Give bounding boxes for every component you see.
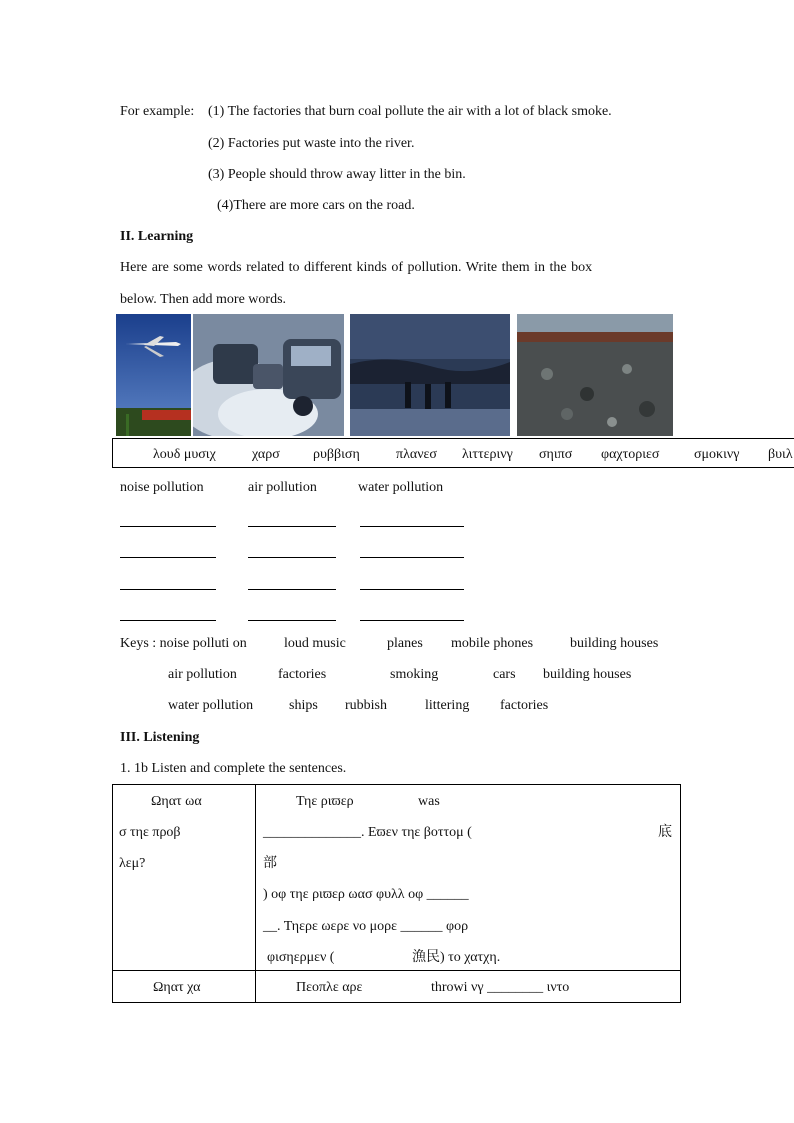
column-noise: noise pollution xyxy=(120,480,204,495)
word-item: σηιπσ xyxy=(539,447,573,462)
word-item: πλανεσ xyxy=(396,447,437,462)
blank-line[interactable] xyxy=(248,620,336,621)
key-word: factories xyxy=(278,667,327,682)
blank-line[interactable] xyxy=(248,557,336,558)
word-item: χαρσ xyxy=(252,447,280,462)
question-line: σ τηε προβ xyxy=(119,825,181,840)
blank-line[interactable] xyxy=(120,589,216,590)
answer-cell xyxy=(256,785,681,971)
oil-ship-water-photo xyxy=(350,314,510,436)
key-word: loud music xyxy=(284,636,346,651)
learning-instruction-2: below. Then add more words. xyxy=(120,292,287,307)
key-word: cars xyxy=(493,667,516,682)
keys-row2-label: air pollution xyxy=(168,667,237,682)
example-2: (2) Factories put waste into the river. xyxy=(208,136,415,151)
table-row xyxy=(113,785,681,971)
example-4: (4)There are more cars on the road. xyxy=(217,198,415,213)
question-cell xyxy=(113,785,256,971)
answer-blank-text[interactable]: __. Τηερε ωερε νο μορε ______ φορ xyxy=(263,919,469,934)
blank-line[interactable] xyxy=(360,589,464,590)
airplane-photo xyxy=(116,314,191,436)
keys-row1-label: Keys : noise polluti on xyxy=(120,636,247,651)
question-line: λεμ? xyxy=(119,856,146,871)
answer-text: 部 xyxy=(263,856,277,871)
key-word: littering xyxy=(425,698,470,713)
question-line: Ωηατ χα xyxy=(153,980,201,995)
blank-line[interactable] xyxy=(360,620,464,621)
key-word: building houses xyxy=(570,636,659,651)
blank-line[interactable] xyxy=(360,557,464,558)
answer-text: φισηερμεν ( xyxy=(267,950,335,965)
question-cell xyxy=(113,971,256,1003)
word-item: φαχτοριεσ xyxy=(601,447,660,462)
word-item: λουδ μυσιχ xyxy=(153,447,216,462)
word-item: βυιλ xyxy=(768,447,793,462)
blank-line[interactable] xyxy=(120,557,216,558)
answer-text: was xyxy=(418,794,440,809)
blank-line[interactable] xyxy=(248,589,336,590)
listening-instruction: 1. 1b Listen and complete the sentences. xyxy=(120,761,347,776)
column-water: water pollution xyxy=(358,480,444,495)
listening-heading: III. Listening xyxy=(120,730,200,745)
table-row xyxy=(113,971,681,1003)
key-word: mobile phones xyxy=(451,636,534,651)
blank-line[interactable] xyxy=(120,526,216,527)
example-3: (3) People should throw away litter in the bin. xyxy=(208,167,466,182)
traffic-smoke-photo xyxy=(193,314,344,436)
littered-land-photo xyxy=(517,314,673,436)
key-word: planes xyxy=(387,636,423,651)
answer-blank-text[interactable]: ______________. Εϖεν τηε βοττομ ( xyxy=(263,825,472,840)
blank-line[interactable] xyxy=(248,526,336,527)
word-item: λιττερινγ xyxy=(462,447,513,462)
word-box xyxy=(112,438,794,468)
blank-line[interactable] xyxy=(120,620,216,621)
blank-line[interactable] xyxy=(360,526,464,527)
answer-blank-text[interactable]: ) οφ τηε ριϖερ ωασ φυλλ οφ ______ xyxy=(263,887,469,902)
pollution-photos xyxy=(116,314,673,436)
key-word: smoking xyxy=(390,667,439,682)
answer-text: 底 xyxy=(658,825,672,840)
learning-instruction-1: Here are some words related to different kinds of pollution. Write them in the box xyxy=(120,260,593,275)
listening-table xyxy=(112,784,681,1003)
answer-text: 漁民) το χατχη. xyxy=(412,950,501,965)
key-word: rubbish xyxy=(345,698,387,713)
key-word: building houses xyxy=(543,667,632,682)
answer-cell xyxy=(256,971,681,1003)
question-line: Ωηατ ωα xyxy=(151,794,202,809)
learning-heading: II. Learning xyxy=(120,229,194,244)
column-air: air pollution xyxy=(248,480,317,495)
answer-text: Τηε ριϖερ xyxy=(296,794,354,809)
word-item: ρυββιση xyxy=(313,447,360,462)
examples-prefix: For example: xyxy=(120,104,195,119)
key-word: ships xyxy=(289,698,318,713)
example-1: (1) The factories that burn coal pollute the air with a lot of black smoke. xyxy=(208,104,612,119)
key-word: factories xyxy=(500,698,549,713)
keys-row3-label: water pollution xyxy=(168,698,254,713)
answer-text: Πεοπλε αρε xyxy=(296,980,363,995)
word-item: σμοκινγ xyxy=(694,447,740,462)
answer-blank-text[interactable]: throwi νγ ________ ιντο xyxy=(431,980,570,995)
